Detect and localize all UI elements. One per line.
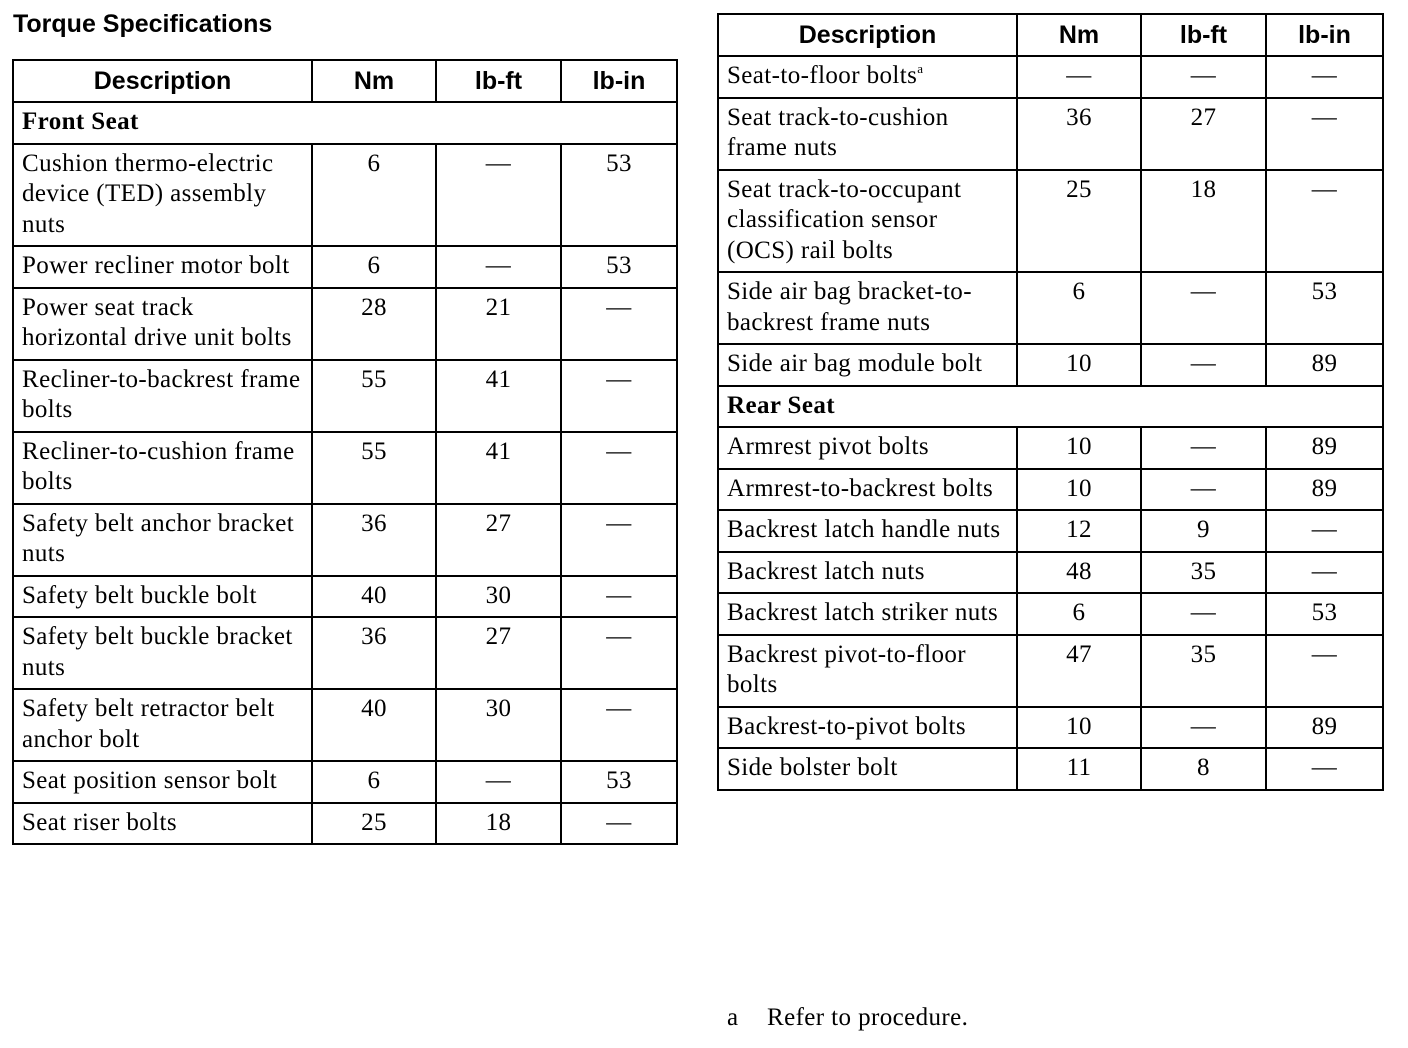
table-row xyxy=(718,427,1383,469)
nm-cell: 47 xyxy=(1017,635,1141,707)
lb-in-cell: — xyxy=(1266,56,1383,98)
section-heading: Front Seat xyxy=(13,102,677,144)
table-body-right xyxy=(718,56,1383,790)
lb-in-cell: — xyxy=(561,288,677,360)
lb-in-cell: 89 xyxy=(1266,707,1383,749)
description-cell xyxy=(718,593,1017,635)
nm-cell: 55 xyxy=(312,432,436,504)
table-row xyxy=(13,144,677,247)
column-header-lb-ft: lb-ft xyxy=(1141,14,1266,56)
table-row xyxy=(718,98,1383,170)
lb-in-cell: 53 xyxy=(561,144,677,247)
page-title: Torque Specifications xyxy=(13,10,273,38)
description-cell xyxy=(13,246,312,288)
nm-cell: 25 xyxy=(312,803,436,845)
lb-ft-cell: — xyxy=(1141,427,1266,469)
lb-in-cell: — xyxy=(561,803,677,845)
lb-ft-cell: — xyxy=(1141,344,1266,386)
section-row xyxy=(13,102,677,144)
table-header-row xyxy=(718,14,1383,56)
column-header-description: Description xyxy=(13,60,312,102)
description-cell xyxy=(718,748,1017,790)
lb-ft-cell: — xyxy=(436,246,561,288)
table-row xyxy=(13,246,677,288)
description-cell xyxy=(718,510,1017,552)
description-text: Side air bag module bolt xyxy=(727,350,983,377)
column-header-nm: Nm xyxy=(1017,14,1141,56)
lb-ft-cell: — xyxy=(1141,707,1266,749)
nm-cell: 6 xyxy=(312,761,436,803)
lb-ft-cell: 9 xyxy=(1141,510,1266,552)
lb-ft-cell: 8 xyxy=(1141,748,1266,790)
table-row xyxy=(718,469,1383,511)
lb-ft-cell: 18 xyxy=(436,803,561,845)
description-cell xyxy=(13,432,312,504)
description-cell xyxy=(718,427,1017,469)
description-cell xyxy=(13,689,312,761)
description-text: Safety belt buckle bracket nuts xyxy=(22,623,293,681)
nm-cell: 36 xyxy=(312,504,436,576)
description-text: Power seat track horizontal drive unit bolts xyxy=(22,293,292,351)
lb-ft-cell: 27 xyxy=(436,617,561,689)
nm-cell: 55 xyxy=(312,360,436,432)
description-cell xyxy=(13,761,312,803)
lb-ft-cell: — xyxy=(1141,56,1266,98)
description-cell xyxy=(13,144,312,247)
lb-in-cell: — xyxy=(1266,635,1383,707)
description-cell xyxy=(718,707,1017,749)
lb-in-cell: — xyxy=(561,360,677,432)
description-text: Seat riser bolts xyxy=(22,808,177,836)
table-row xyxy=(718,635,1383,707)
description-cell xyxy=(13,504,312,576)
description-text: Safety belt retractor belt anchor bolt xyxy=(22,695,275,753)
lb-ft-cell: 18 xyxy=(1141,170,1266,273)
lb-ft-cell: 27 xyxy=(1141,98,1266,170)
lb-in-cell: — xyxy=(561,504,677,576)
table-row xyxy=(13,432,677,504)
lb-in-cell: — xyxy=(1266,98,1383,170)
description-text: Safety belt anchor bracket nuts xyxy=(22,509,295,567)
description-cell xyxy=(13,576,312,618)
nm-cell: 28 xyxy=(312,288,436,360)
nm-cell: 6 xyxy=(1017,272,1141,344)
lb-ft-cell: 41 xyxy=(436,432,561,504)
description-text: Seat track-to-occupant classification sensor (OCS) rail bolts xyxy=(727,175,962,264)
lb-in-cell: — xyxy=(561,689,677,761)
table-row xyxy=(718,170,1383,273)
nm-cell: 25 xyxy=(1017,170,1141,273)
lb-ft-cell: — xyxy=(1141,272,1266,344)
lb-in-cell: — xyxy=(1266,552,1383,594)
description-text: Side bolster bolt xyxy=(727,754,898,781)
nm-cell: 40 xyxy=(312,576,436,618)
footnote-reference: a xyxy=(917,61,924,76)
lb-ft-cell: 30 xyxy=(436,689,561,761)
nm-cell: 10 xyxy=(1017,707,1141,749)
footnote xyxy=(727,1004,968,1032)
lb-in-cell: — xyxy=(561,432,677,504)
lb-ft-cell: 27 xyxy=(436,504,561,576)
nm-cell: 36 xyxy=(312,617,436,689)
nm-cell: 10 xyxy=(1017,427,1141,469)
description-text: Side air bag bracket-to-backrest frame nuts xyxy=(727,278,972,336)
lb-in-cell: 53 xyxy=(1266,272,1383,344)
column-header-nm: Nm xyxy=(312,60,436,102)
lb-ft-cell: 41 xyxy=(436,360,561,432)
table-row xyxy=(718,56,1383,98)
nm-cell: 6 xyxy=(1017,593,1141,635)
table-row xyxy=(13,360,677,432)
lb-ft-cell: — xyxy=(436,761,561,803)
nm-cell: — xyxy=(1017,56,1141,98)
description-text: Seat-to-floor bolts xyxy=(727,62,918,89)
lb-in-cell: — xyxy=(561,576,677,618)
description-text: Backrest latch striker nuts xyxy=(727,599,999,626)
description-cell xyxy=(718,272,1017,344)
table-row xyxy=(718,748,1383,790)
description-cell xyxy=(13,360,312,432)
footnote-mark: a xyxy=(727,1004,739,1031)
description-cell xyxy=(718,56,1017,98)
torque-table-right xyxy=(717,13,1384,791)
lb-in-cell: 89 xyxy=(1266,469,1383,511)
nm-cell: 48 xyxy=(1017,552,1141,594)
description-text: Backrest latch handle nuts xyxy=(727,516,1001,543)
lb-ft-cell: — xyxy=(1141,469,1266,511)
nm-cell: 36 xyxy=(1017,98,1141,170)
description-cell xyxy=(13,803,312,845)
column-header-lb-in: lb-in xyxy=(1266,14,1383,56)
lb-in-cell: — xyxy=(1266,170,1383,273)
description-text: Cushion thermo-electric device (TED) assembly nuts xyxy=(22,149,274,238)
column-header-description: Description xyxy=(718,14,1017,56)
lb-in-cell: — xyxy=(561,617,677,689)
description-text: Backrest-to-pivot bolts xyxy=(727,712,967,740)
table-row xyxy=(13,689,677,761)
description-cell xyxy=(718,98,1017,170)
nm-cell: 6 xyxy=(312,144,436,247)
table-row xyxy=(718,552,1383,594)
lb-in-cell: — xyxy=(1266,748,1383,790)
lb-ft-cell: 21 xyxy=(436,288,561,360)
table-row xyxy=(13,504,677,576)
description-cell xyxy=(13,288,312,360)
description-cell xyxy=(718,344,1017,386)
description-text: Seat track-to-cushion frame nuts xyxy=(727,103,949,161)
table-row xyxy=(718,272,1383,344)
lb-in-cell: 53 xyxy=(561,761,677,803)
lb-ft-cell: 30 xyxy=(436,576,561,618)
table-row xyxy=(13,288,677,360)
column-header-lb-ft: lb-ft xyxy=(436,60,561,102)
table-row xyxy=(718,593,1383,635)
nm-cell: 12 xyxy=(1017,510,1141,552)
lb-ft-cell: 35 xyxy=(1141,552,1266,594)
footnote-text: Refer to procedure. xyxy=(767,1004,969,1031)
nm-cell: 11 xyxy=(1017,748,1141,790)
lb-in-cell: 53 xyxy=(1266,593,1383,635)
lb-in-cell: 89 xyxy=(1266,344,1383,386)
description-cell xyxy=(13,617,312,689)
lb-ft-cell: — xyxy=(436,144,561,247)
description-cell xyxy=(718,170,1017,273)
description-text: Seat position sensor bolt xyxy=(22,767,278,794)
table-row xyxy=(718,707,1383,749)
table-row xyxy=(13,617,677,689)
description-cell xyxy=(718,469,1017,511)
description-text: Safety belt buckle bolt xyxy=(22,581,257,609)
table-row xyxy=(718,344,1383,386)
table-row xyxy=(13,761,677,803)
table-row xyxy=(13,576,677,618)
description-text: Armrest pivot bolts xyxy=(727,433,930,460)
description-cell xyxy=(718,552,1017,594)
nm-cell: 6 xyxy=(312,246,436,288)
section-row xyxy=(718,386,1383,428)
lb-ft-cell: — xyxy=(1141,593,1266,635)
description-text: Backrest pivot-to-floor bolts xyxy=(727,640,966,698)
description-text: Recliner-to-cushion frame bolts xyxy=(22,437,295,495)
table-row xyxy=(718,510,1383,552)
lb-in-cell: 53 xyxy=(561,246,677,288)
torque-table-left xyxy=(12,59,678,845)
table-header-row xyxy=(13,60,677,102)
lb-in-cell: — xyxy=(1266,510,1383,552)
description-text: Power recliner motor bolt xyxy=(22,252,290,279)
column-header-lb-in: lb-in xyxy=(561,60,677,102)
description-cell xyxy=(718,635,1017,707)
description-text: Recliner-to-backrest frame bolts xyxy=(22,365,301,423)
table-body-left xyxy=(13,102,677,844)
table-row xyxy=(13,803,677,845)
nm-cell: 10 xyxy=(1017,469,1141,511)
nm-cell: 40 xyxy=(312,689,436,761)
lb-ft-cell: 35 xyxy=(1141,635,1266,707)
description-text: Backrest latch nuts xyxy=(727,557,925,585)
nm-cell: 10 xyxy=(1017,344,1141,386)
description-text: Armrest-to-backrest bolts xyxy=(727,474,994,502)
lb-in-cell: 89 xyxy=(1266,427,1383,469)
section-heading: Rear Seat xyxy=(718,386,1383,428)
